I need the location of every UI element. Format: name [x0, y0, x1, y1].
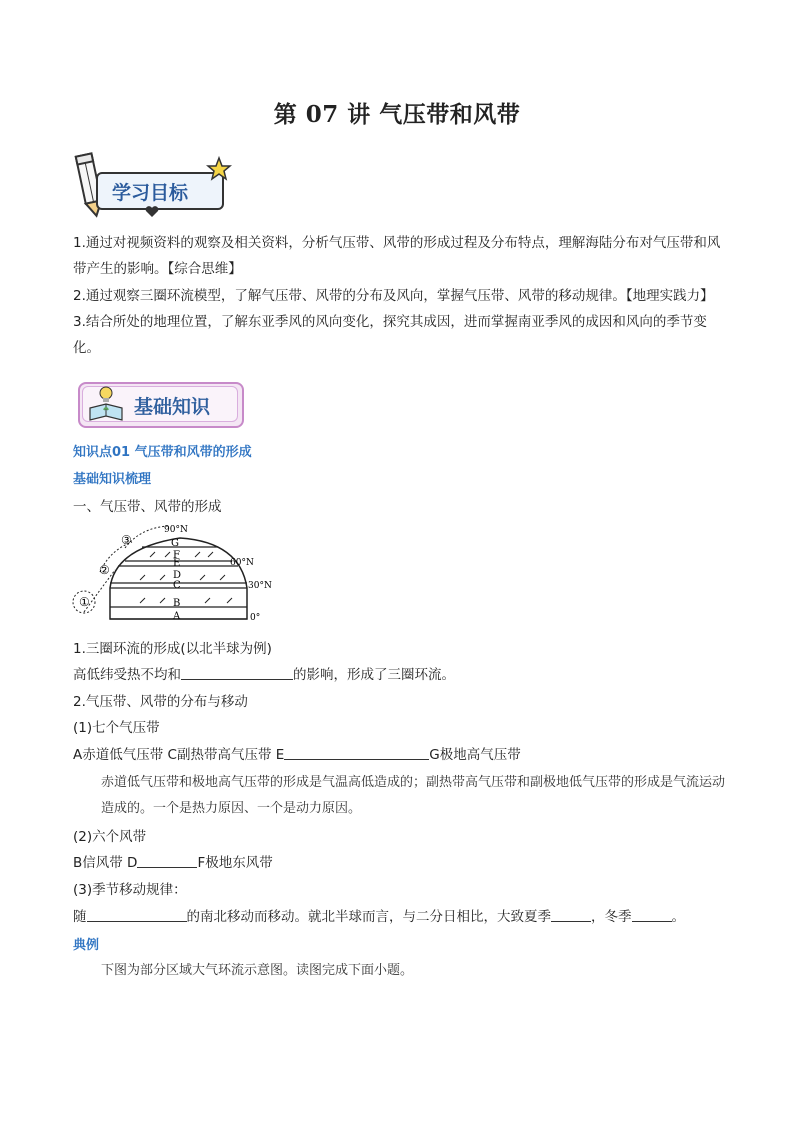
cell-label-1: ① [79, 595, 90, 609]
answer-blank[interactable] [137, 853, 197, 868]
latitude-60n: 60°N [230, 558, 254, 568]
q2-heading: 2.气压带、风带的分布与移动 [73, 694, 248, 710]
badge-label: 基础知识 [134, 396, 211, 418]
belt-letter-a: A [173, 611, 181, 622]
q2-3-heading: (3)季节移动规律： [73, 882, 187, 898]
q2-2-heading: (2)六个风带 [73, 829, 147, 845]
learning-objectives-badge [72, 150, 232, 220]
answer-blank[interactable] [181, 665, 293, 680]
belt-letter-c: C [173, 580, 181, 591]
example-heading: 典例 [73, 938, 100, 953]
cell-label-2: ② [99, 563, 110, 577]
answer-blank[interactable] [284, 745, 429, 760]
q2-1-heading: (1)七个气压带 [73, 720, 160, 736]
objective-2: 2.通过观察三圈环流模型，了解气压带、风带的分布及风向，掌握气压带、风带的移动规律。【地理实践力】 [73, 288, 714, 304]
page-title: 第 07 讲 气压带和风带 [273, 101, 521, 128]
q1-heading: 1.三圈环流的形成(以北半球为例) [73, 641, 272, 657]
answer-blank[interactable] [551, 907, 591, 922]
explanation-note: 赤道低气压带和极地高气压带的形成是气温高低造成的；副热带高气压带和副极地低气压带的形成是气流运动造成的。一个是热力原因、一个是动力原因。 [101, 775, 726, 816]
star-icon [206, 156, 232, 182]
basic-knowledge-badge [72, 378, 252, 430]
belt-letter-f: F [173, 550, 180, 561]
latitude-0: 0° [250, 613, 261, 623]
objective-1: 1.通过对视频资料的观察及相关资料，分析气压带、风带的形成过程及分布特点，理解海陆分布对气压带和风带产生的影响。【综合思维】 [73, 235, 721, 277]
q2-2-statement: B信风带 D F极地东风带 [73, 855, 273, 871]
cell-label-3: ③ [121, 533, 132, 547]
belt-letter-d: D [173, 570, 182, 581]
objective-3: 3.结合所处的地理位置，了解东亚季风的风向变化，探究其成因，进而掌握南亚季风的成因和风向的季节变化。 [73, 314, 707, 356]
belt-letter-e: E [173, 558, 181, 569]
knowledge-subtitle: 基础知识梳理 [73, 472, 152, 487]
badge-label: 学习目标 [112, 182, 189, 204]
book-bulb-icon [86, 384, 126, 424]
answer-blank[interactable] [87, 907, 187, 922]
answer-blank[interactable] [632, 907, 672, 922]
three-cell-circulation-diagram [70, 520, 280, 624]
q2-3-statement: 随 的南北移动而移动。就北半球而言，与二分日相比，大致夏季 ，冬季 。 [73, 909, 685, 925]
q1-statement: 高低纬受热不均和 的影响，形成了三圈环流。 [73, 667, 455, 683]
section-heading: 一、气压带、风带的形成 [73, 499, 222, 515]
heart-icon [145, 206, 159, 218]
latitude-30n: 30°N [248, 581, 272, 591]
latitude-90n: 90°N [164, 525, 188, 535]
knowledge-point-title: 知识点01 气压带和风带的形成 [73, 445, 252, 460]
belt-letter-g: G [171, 538, 179, 549]
example-text: 下图为部分区域大气环流示意图。读图完成下面小题。 [101, 963, 414, 978]
q2-1-statement: A赤道低气压带 C副热带高气压带 E G极地高气压带 [73, 747, 521, 763]
belt-letter-b: B [173, 598, 181, 609]
